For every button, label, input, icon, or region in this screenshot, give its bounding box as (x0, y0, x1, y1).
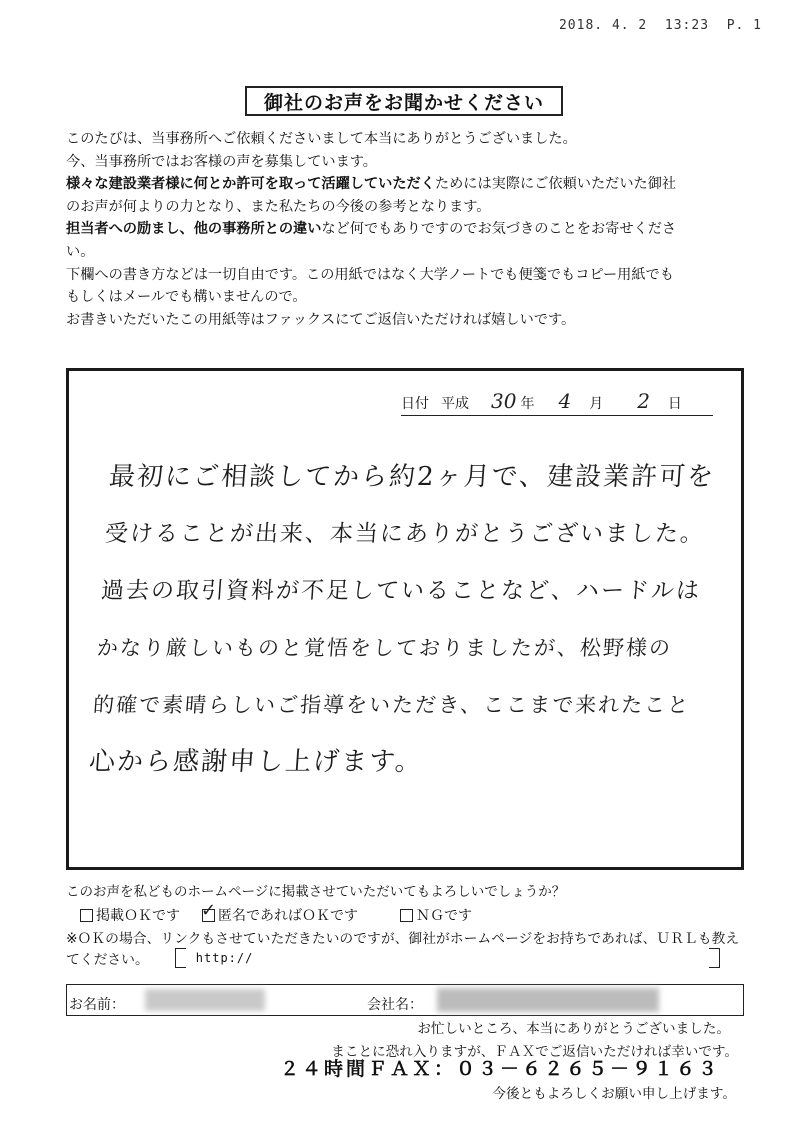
fax-note: まことに恐れ入りますが、ＦＡＸでご返信いただければ幸いです。 (331, 1044, 738, 1060)
closing-text: 今後ともよろしくお願い申し上げます。 (492, 1086, 736, 1102)
link-note-line: ※ＯＫの場合、リンクもさせていただきたいのですが、御社がホームページをお持ちであれば、ＵＲＬも教え (66, 931, 740, 947)
date-line (401, 389, 713, 416)
option-ng-label: ＮＧです (416, 908, 472, 924)
intro-line: 下欄への書き方などは一切自由です。この用紙ではなく大学ノートでも便箋でもコピー用紙でも (66, 266, 674, 283)
intro-line (66, 218, 756, 241)
url-bracket-open (175, 948, 186, 968)
link-note-line2: てください。 (66, 952, 149, 968)
intro-text-span: ためには実際にご依頼いただいた御社 (434, 176, 677, 193)
date-month-unit: 月 (589, 396, 604, 412)
message-line: 過去の取引資料が不足していることなど、ハードルは (100, 578, 702, 604)
checkbox-ng[interactable] (400, 909, 413, 922)
consent-question: このお声を私どものホームページに掲載させていただいてもよろしいでしょうか？ (66, 884, 566, 900)
intro-bold: 担当者への励まし、他の事務所との違い (66, 221, 322, 238)
message-line: かなり厳しいものと覚悟をしておりましたが、松野様の (96, 636, 673, 660)
date-year: 30 (491, 389, 517, 413)
message-line: 心から感謝申し上げます。 (88, 747, 425, 777)
fax-header: 2018. 4. 2 13:23 P. 1 (558, 18, 762, 33)
date-month: 4 (558, 389, 572, 413)
date-label: 日付 (401, 396, 429, 412)
date-year-unit: 年 (520, 396, 535, 412)
thanks-text: お忙しいところ、本当にありがとうございました。 (417, 1021, 730, 1037)
intro-text (66, 128, 756, 331)
option-ok-label: 掲載ＯＫです (96, 908, 180, 924)
intro-line: お書きいただいたこの用紙等はファックスにてご返信いただければ嬉しいです。 (66, 311, 576, 328)
message-line: 的確で素晴らしいご指導をいただき、ここまで来れたこと (92, 693, 692, 717)
option-anonymous[interactable] (202, 905, 358, 925)
date-era: 平成 (441, 396, 469, 412)
intro-bold: 様々な建設業者様に何とか許可を取って活躍していただく (66, 176, 435, 193)
intro-line: このたびは、当事務所へご依頼くださいまして本当にありがとうございました。 (66, 131, 577, 147)
intro-line: もしくはメールでも構いませんので。 (66, 289, 307, 306)
option-ng[interactable] (400, 905, 472, 925)
name-redacted (145, 989, 265, 1011)
url-row (66, 948, 746, 968)
message-box (66, 368, 744, 870)
url-bracket-close (709, 948, 720, 968)
link-note (66, 928, 756, 950)
intro-text-span: など何でもありですのでお気づきのことをお寄せくださ (321, 221, 677, 238)
intro-line: い。 (66, 243, 95, 260)
checkbox-anonymous[interactable] (202, 909, 215, 922)
url-field[interactable]: http:// (195, 951, 254, 965)
option-ok[interactable] (80, 905, 180, 925)
option-anonymous-label: 匿名であればＯＫです (218, 908, 358, 924)
page-title: 御社のお声をお聞かせください (245, 86, 563, 116)
date-day-unit: 日 (667, 396, 682, 412)
checkbox-ok[interactable] (80, 909, 93, 922)
message-line: 受けることが出来、本当にありがとうございました。 (104, 521, 706, 547)
name-label: お名前： (69, 997, 125, 1013)
handwritten-message (87, 449, 741, 791)
fax-number: ２４時間ＦＡＸ：０３－６２６５－９１６３ (280, 1058, 721, 1080)
intro-line: 今、当事務所ではお客様の声を募集しています。 (66, 153, 377, 170)
intro-line (66, 173, 756, 196)
date-day: 2 (637, 389, 650, 413)
message-line: 最初にご相談してから約2ヶ月で、建設業許可を (107, 462, 717, 492)
name-company-box (66, 984, 744, 1016)
intro-line: のお声が何よりの力となり、また私たちの今後の参考となります。 (66, 198, 491, 215)
company-label: 会社名： (367, 997, 423, 1013)
consent-options (80, 905, 472, 925)
company-redacted (437, 988, 659, 1012)
